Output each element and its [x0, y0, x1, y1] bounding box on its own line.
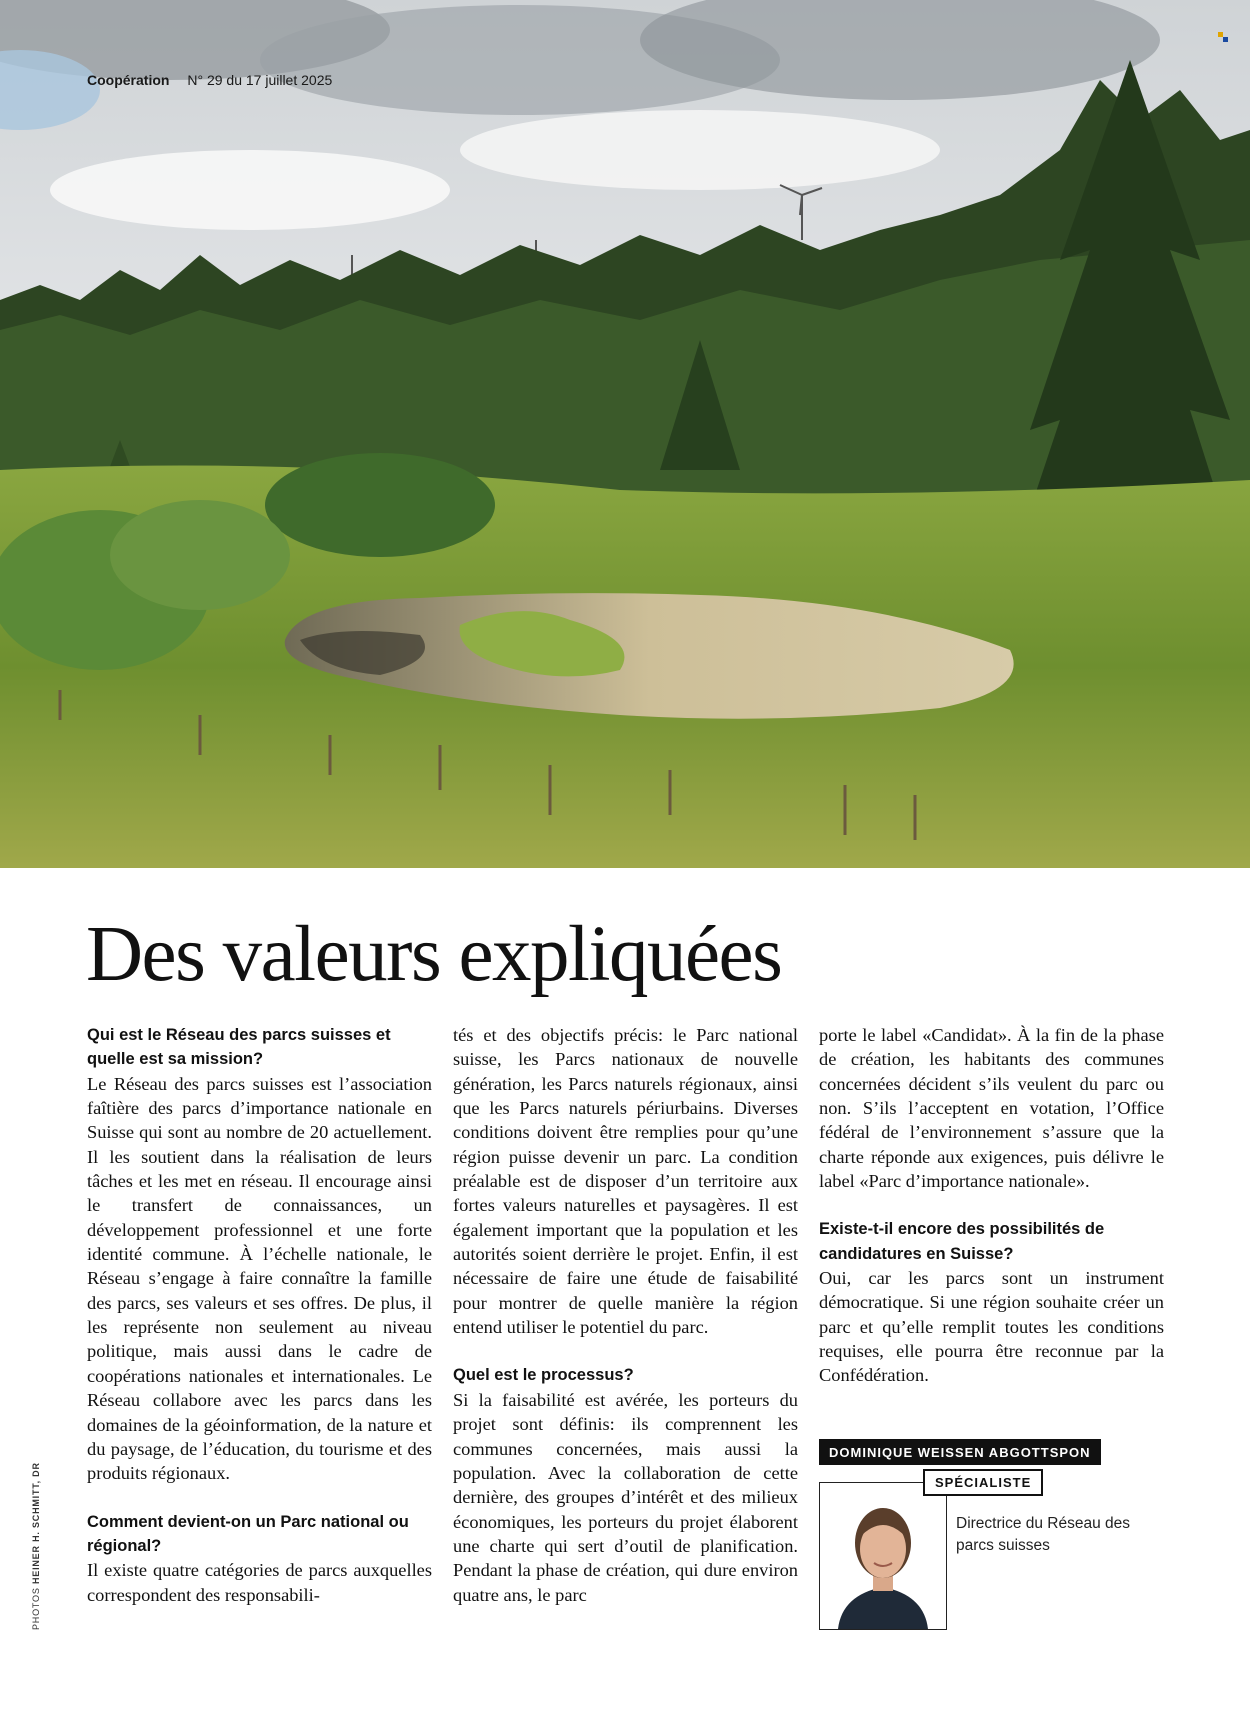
question-how-to-become-park: Comment devient-on un Parc national ou régional? [87, 1512, 409, 1555]
answer-how-to-become-park-start: Il existe quatre catégories de parcs auxquelles correspondent des responsabili- [87, 1560, 432, 1605]
specialist-name-label: DOMINIQUE WEISSEN ABGOTTSPON [819, 1439, 1101, 1465]
answer-mission: Le Réseau des parcs suisses est l’association faîtière des parcs d’importance nationale en Suisse qui sont au nombre de 20 actuellement. Il les soutient dans la réalisation de leurs tâches et les met en réseau. Il encourage ainsi le transfert de connaissances, un développement professionnel et une forte identité commune. À l’échelle nationale, le Réseau s’engage à faire connaître la famille des parcs, ses valeurs et ses offres. De plus, il les représente non seulement au niveau politique, mais aussi dans le cadre de coopérations nationales et internationales. Le Réseau collabore avec les parcs dans les domaines de la géoinformation, de la nature et du paysage, de l’éducation, du tourisme et des produits régionaux. [87, 1073, 432, 1484]
answer-process-end: porte le label «Candidat». À la fin de la phase de création, les habitants des communes concernées décident s’ils veulent du parc ou non. S’ils l’acceptent en votation, l’Office fédéral de l’environnement s’assure que la charte réponde aux exigences, puis délivre le label «Parc d’importance nationale». [819, 1025, 1164, 1192]
masthead [87, 72, 332, 88]
specialist-role-label: SPÉCIALISTE [923, 1469, 1043, 1496]
answer-process-start: Si la faisabilité est avérée, les porteurs du projet sont définis: ils comprennent les communes concernées, mais aussi la population. Avec la collaboration de cette dernière, des groupes d’intérêt et des milieux économiques, les porteurs du projet élaborent une charte qui sert d’outil de planification. Pendant la phase de création, qui dure environ quatre ans, le parc [453, 1389, 798, 1605]
answer-how-to-become-park-end: tés et des objectifs précis: le Parc national suisse, les Parcs nationaux de nouvelle génération, les Parcs naturels régionaux, ainsi que les Parcs naturels périurbains. Diverses conditions doivent être remplies pour qu’une région puisse devenir un parc. La condition préalable est de disposer d’un territoire aux fortes valeurs naturelles et paysagères. Il est également important que la population et les autorités soient derrière le projet. Enfin, il est nécessaire de faire une étude de faisabilité pour montrer de quelle manière la région entend utiliser le potentiel du parc. [453, 1025, 798, 1338]
specialist-caption: Directrice du Réseau des parcs suisses [956, 1515, 1131, 1554]
photo-credit-names: HEINER H. SCHMITT, DR [31, 1462, 41, 1585]
article-headline: Des valeurs expliquées [86, 911, 782, 998]
question-candidatures: Existe-t-il encore des possibilités de candidatures en Suisse? [819, 1220, 1105, 1263]
portrait-avatar [820, 1483, 946, 1629]
masthead-brand: Coopération [87, 72, 170, 88]
article-column-2 [453, 1023, 798, 1607]
photo-credit-label: PHOTOS [31, 1587, 41, 1630]
corner-logo-icon [1218, 32, 1228, 42]
article-column-3 [819, 1023, 1164, 1388]
specialist-portrait [819, 1482, 947, 1630]
question-mission: Qui est le Réseau des parcs suisses et quelle est sa mission? [87, 1026, 391, 1069]
photo-credit [31, 1462, 41, 1630]
question-process: Quel est le processus? [453, 1366, 634, 1385]
article-column-1 [87, 1023, 432, 1607]
masthead-issue: N° 29 du 17 juillet 2025 [187, 72, 333, 88]
answer-candidatures: Oui, car les parcs sont un instrument démocratique. Si une région souhaite créer un parc et qu’elle remplit toutes les conditions requises, elle pourra être reconnue par la Confédération. [819, 1268, 1164, 1386]
